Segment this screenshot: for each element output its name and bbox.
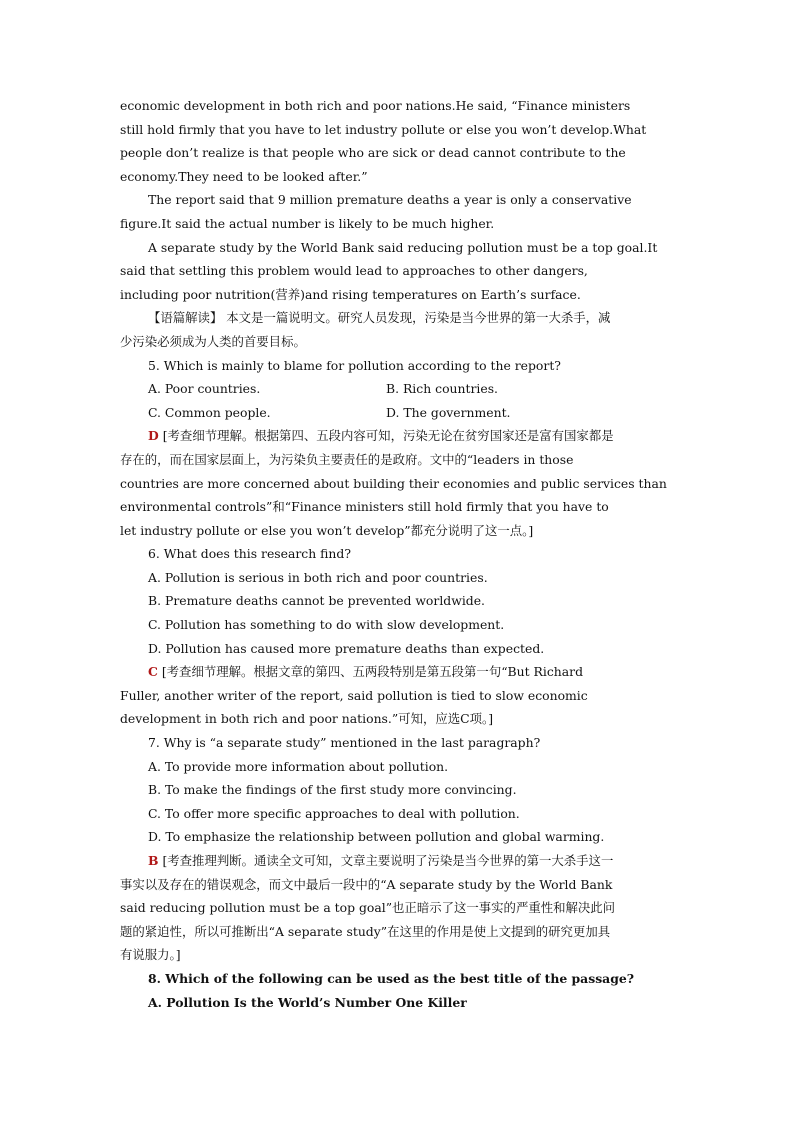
passage-analysis [120, 306, 675, 353]
question-7-stem: 7. Why is “a separate study” mentioned in the last paragraph? [148, 735, 541, 751]
passage-paragraph-2 [120, 188, 675, 235]
text-line: environmental controls”和“Finance ministers still hold firmly that you have to [120, 499, 609, 515]
option-c: C. Common people. [148, 404, 271, 420]
passage-paragraph-3 [120, 236, 675, 307]
text-line: The report said that 9 million premature deaths a year is only a conservative [148, 192, 632, 208]
passage-paragraph-1 [120, 94, 675, 188]
text-line: 有说服力。] [120, 947, 181, 963]
option-a: A. To provide more information about pollution. [148, 758, 449, 774]
answer-letter: C [148, 664, 158, 680]
text-line: figure.It said the actual number is likely to be much higher. [120, 215, 495, 231]
option-c: C. To offer more specific approaches to deal with pollution. [148, 805, 520, 821]
question-8-stem: 8. Which of the following can be used as the best title of the passage? [148, 970, 634, 986]
text-line: [考查细节理解。根据文章的第四、五两段特别是第五段第一句“But Richard [161, 664, 584, 680]
text-line: said reducing pollution must be a top goal”也正暗示了这一事实的严重性和解决此问 [120, 900, 616, 916]
question-5-explanation [120, 424, 675, 542]
text-line: [考查细节理解。根据第四、五段内容可知，污染无论在贫穷国家还是富有国家都是 [162, 428, 614, 444]
option-a: A. Pollution is serious in both rich and poor countries. [148, 569, 488, 585]
option-a: A. Pollution Is the World’s Number One Killer [148, 994, 467, 1010]
option-d: D. Pollution has caused more premature deaths than expected. [148, 640, 545, 656]
text-line: economic development in both rich and poor nations.He said, “Finance ministers [120, 98, 631, 113]
option-d: D. The government. [386, 404, 511, 420]
text-line: A separate study by the World Bank said reducing pollution must be a top goal.It [148, 239, 658, 255]
text-line: economy.They need to be looked after.” [120, 168, 368, 184]
text-line: people don’t realize is that people who are sick or dead cannot contribute to the [120, 145, 626, 161]
question-5-stem: 5. Which is mainly to blame for pollution according to the report? [148, 357, 561, 373]
text-line: Fuller, another writer of the report, said pollution is tied to slow economic [120, 687, 588, 703]
option-b: B. Premature deaths cannot be prevented worldwide. [148, 593, 485, 609]
text-line: including poor nutrition(营养)and rising temperatures on Earth’s surface. [120, 286, 581, 302]
document-page [120, 94, 675, 1014]
text-line: let industry pollute or else you won’t develop”都充分说明了这一点。] [120, 522, 534, 538]
option-b: B. To make the findings of the first study more convincing. [148, 782, 517, 798]
text-line: 题的紧迫性，所以可推断出“A separate study”在这里的作用是使上文提到的研究更加具 [120, 923, 611, 939]
text-line: 存在的，而在国家层面上，为污染负主要责任的是政府。文中的“leaders in those [120, 451, 574, 467]
question-5-options-row-1 [120, 377, 675, 401]
option-d: D. To emphasize the relationship between pollution and global warming. [148, 829, 605, 845]
option-b: B. Rich countries. [386, 381, 498, 397]
text-line: said that settling this problem would lead to approaches to other dangers, [120, 263, 588, 279]
option-c: C. Pollution has something to do with slow development. [148, 617, 505, 633]
analysis-label: 【语篇解读】 [148, 310, 223, 326]
text-line: 少污染必须成为人类的首要目标。 [120, 333, 306, 349]
question-5-options-row-2 [120, 401, 675, 425]
text-line: 事实以及存在的错误观念，而文中最后一段中的“A separate study by the World Bank [120, 876, 613, 892]
text-line: still hold firmly that you have to let industry pollute or else you won’t develop.What [120, 121, 647, 137]
option-a: A. Poor countries. [148, 381, 261, 397]
text-line: 本文是一篇说明文。研究人员发现，污染是当今世界的第一大杀手，减 [226, 310, 611, 326]
text-line: development in both rich and poor nations.”可知，应选C项。] [120, 711, 494, 727]
answer-letter: D [148, 428, 159, 444]
answer-letter: B [148, 853, 159, 868]
question-7-explanation [120, 849, 675, 967]
question-6-explanation [120, 660, 675, 731]
text-line: countries are more concerned about building their economies and public services than [120, 475, 667, 491]
text-line: [考查推理判断。通读全文可知，文章主要说明了污染是当今世界的第一大杀手这一 [162, 853, 614, 868]
question-6-stem: 6. What does this research find? [148, 546, 351, 562]
